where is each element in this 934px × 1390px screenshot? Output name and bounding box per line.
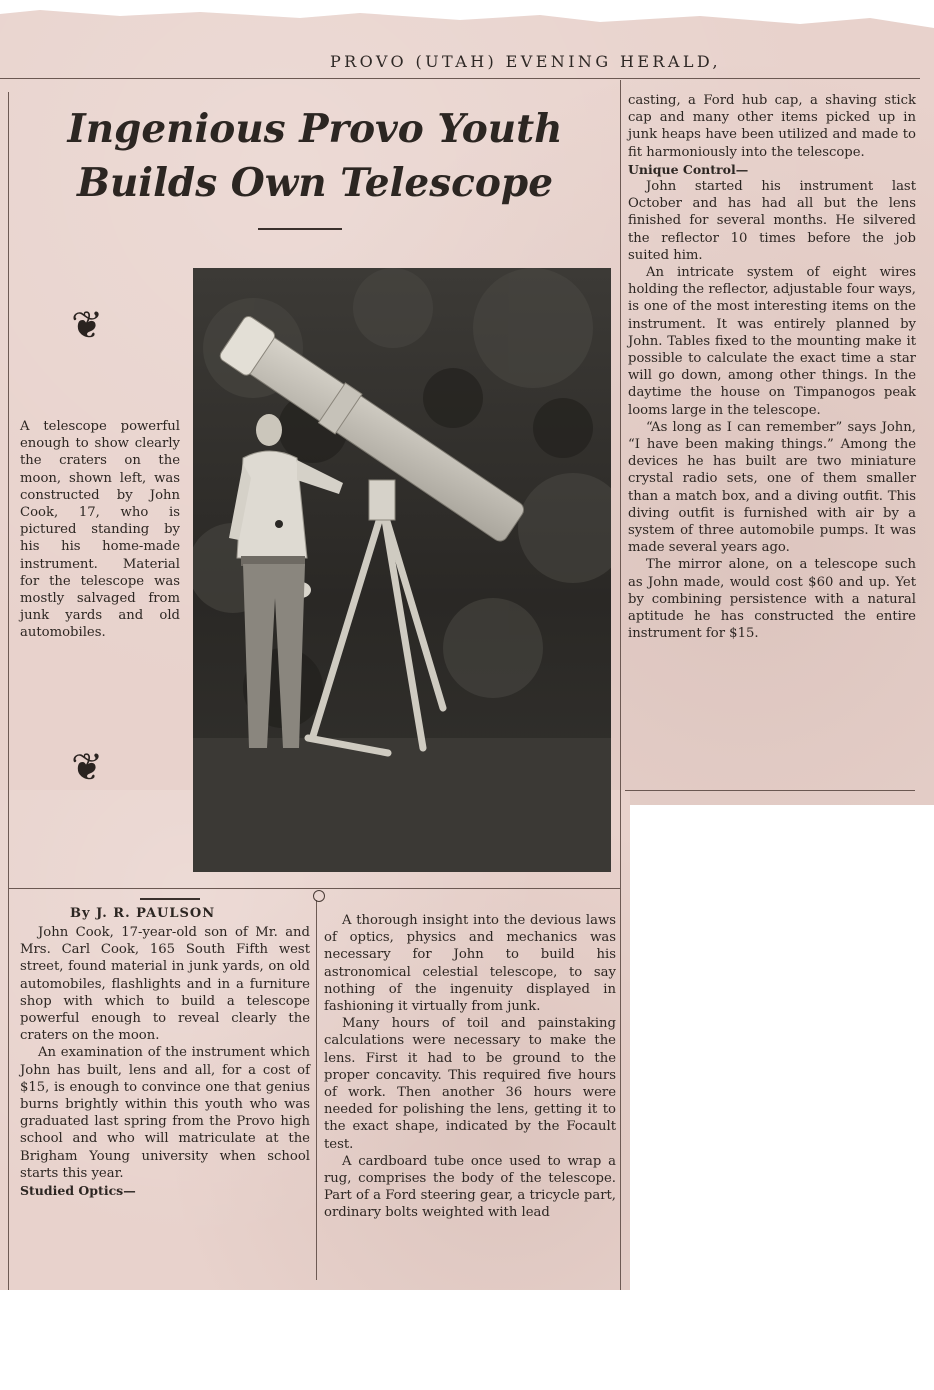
telescope-photo [193,268,611,872]
col3-paragraph: An intricate system of eight wires holding the reflector, adjustable four ways, is one of the most interesting items on the instrument. It was entirely planned by John. Tables fixed to the mounting make it possible to calculate the exact time a star will go down, among other things. In the daytime the house on Timpanogos peak looms large in the telescope. [628,265,916,418]
column-dot-ornament [313,890,325,902]
bottom-column-divider [316,900,317,1280]
column-end-rule [625,790,915,791]
col1-paragraph: John Cook, 17-year-old son of Mr. and Mrs. Carl Cook, 165 South Fifth west street, found material in junk yards, on old automobiles, flashlights and in a furniture shop with which to build a telescope powerful enough to reveal clearly the craters on the moon. [20,925,310,1044]
article-column-3 [628,92,916,643]
col2-paragraph: A thorough insight into the devious laws of optics, physics and mechanics was necessary for John to build his astronomical celestial telescope, to say nothing of the ingenuity displayed in fashioning it virtually from junk. [324,913,616,1015]
col2-paragraph: Many hours of toil and painstaking calculations were necessary to make the lens. First it had to be ground to the proper concavity. This required five hours of work. Then another 36 hours were needed for polishing the lens, getting it to the exact shape, indicated by the Focault test. [324,1016,616,1152]
col3-paragraph: “As long as I can remember” says John, “I have been making things.” Among the devices he has built are two miniature crystal radio sets, one of them smaller than a match box, and a diving outfit. This diving outfit is furnished with air by a system of three automobile pumps. It was made several years ago. [628,419,916,556]
col3-paragraph: John started his instrument last October and has had all but the lens finished for several months. He silvered the reflector 10 times before the job suited him. [628,179,916,263]
article-column-1 [20,924,310,1199]
byline: By J. R. PAULSON [70,906,216,921]
photo-bottom-rule [8,888,620,889]
headline [20,102,610,210]
col3-subhead: Unique Control— [628,161,749,177]
col2-paragraph: A cardboard tube once used to wrap a rug, comprises the body of the telescope. Part of a Ford steering gear, a tricycle part, ordinary bolts weighted with lead [324,1153,616,1221]
right-column-border [620,80,621,1290]
headline-line-1: Ingenious Provo Youth [67,106,563,152]
photo-caption: A telescope powerful enough to show clearly the craters on the moon, shown left, was constructed by John Cook, 17, who is pictured standing by his his home-made instrument. Material for the telescope was mostly salvaged from junk yards and old automobiles. [20,419,180,641]
masthead: PROVO (UTAH) EVENING HERALD, [330,52,721,71]
headline-line-2: Builds Own Telescope [76,160,554,206]
col1-subhead: Studied Optics— [20,1183,136,1199]
col1-paragraph: An examination of the instrument which John has built, lens and all, for a cost of $15, is enough to convince one that genius burns brightly within this youth who was graduated last spring from the Provo high school and who will matriculate at the Brigham Young university when school starts this year. [20,1045,310,1181]
col3-lead-paragraph: casting, a Ford hub cap, a shaving stick cap and many other items picked up in junk heaps have been utilized and made to fit harmoniously into the telescope. [628,93,916,160]
col3-paragraph: The mirror alone, on a telescope such as John made, would cost $60 and up. Yet by combining persistence with a natural aptitude he has constructed the entire instrument for $15. [628,557,916,642]
headline-rule [258,228,342,230]
left-column-border [8,92,9,1290]
masthead-rule [0,78,920,79]
article-column-2 [324,912,616,1222]
byline-rule [140,898,200,900]
photograph-of-youth-with-telescope-icon [193,268,611,872]
fleuron-ornament-icon: ❦ [71,745,103,789]
fleuron-ornament-icon: ❦ [71,303,103,347]
